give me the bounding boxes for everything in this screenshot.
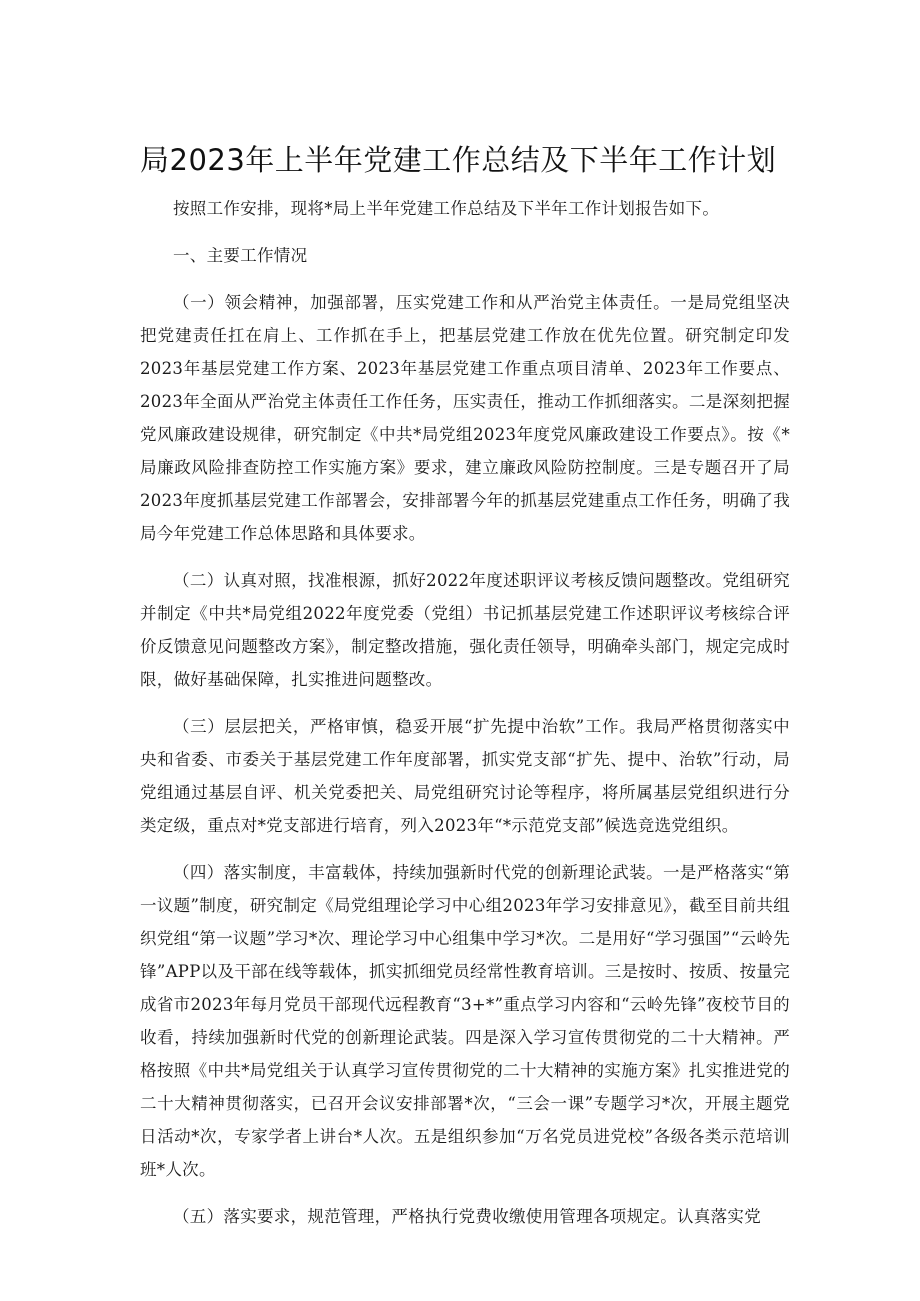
intro-paragraph: 按照工作安排，现将*局上半年党建工作总结及下半年工作计划报告如下。 <box>173 199 720 218</box>
paragraph-1: （一）领会精神，加强部署，压实党建工作和从严治党主体责任。一是局党组坚决把党建责任扛在肩上、工作抓在手上，把基层党建工作放在优先位置。研究制定印发2023年基层党建工作方案、2023年基层党建工作重点项目清单、2023年工作要点、2023年全面从严治党主体责任工作任务，压实责任，推动工作抓细落实。二是深刻把握党风廉政建设规律，研究制定《中共*局党组2023年度党风廉政建设工作要点》。按《*局廉政风险排查防控工作实施方案》要求，建立廉政风险防控制度。三是专题召开了局2023年度抓基层党建工作部署会，安排部署今年的抓基层党建重点工作任务，明确了我局今年党建工作总体思路和具体要求。 <box>140 293 790 543</box>
document-title: 局2023年上半年党建工作总结及下半年工作计划 <box>140 143 777 177</box>
document-body <box>140 192 790 1247</box>
paragraph-4: （四）落实制度，丰富载体，持续加强新时代党的创新理论武装。一是严格落实“第一议题”制度，研究制定《局党组理论学习中心组2023年学习安排意见》，截至目前共组织党组“第一议题”学习*次、理论学习中心组集中学习*次。二是用好“学习强国”“云岭先锋”APP以及干部在线等载体，抓实抓细党员经常性教育培训。三是按时、按质、按量完成省市2023年每月党员干部现代远程教育“3+*”重点学习内容和“云岭先锋”夜校节目的收看，持续加强新时代党的创新理论武装。四是深入学习宣传贯彻党的二十大精神。严格按照《中共*局党组关于认真学习宣传贯彻党的二十大精神的实施方案》扎实推进党的二十大精神贯彻落实，已召开会议安排部署*次，“三会一课”专题学习*次，开展主题党日活动*次，专家学者上讲台*人次。五是组织参加“万名党员进党校”各级各类示范培训班*人次。 <box>140 863 790 1179</box>
paragraph-2: （二）认真对照，找准根源，抓好2022年度述职评议考核反馈问题整改。党组研究并制定《中共*局党组2022年度党委（党组）书记抓基层党建工作述职评议考核综合评价反馈意见问题整改方案》，制定整改措施，强化责任领导，明确牵头部门，规定完成时限，做好基础保障，扎实推进问题整改。 <box>140 571 790 689</box>
paragraph-3: （三）层层把关，严格审慎，稳妥开展“扩先提中治软”工作。我局严格贯彻落实中央和省委、市委关于基层党建工作年度部署，抓实党支部“扩先、提中、治软”行动，局党组通过基层自评、机关党委把关、局党组研究讨论等程序，将所属基层党组织进行分类定级，重点对*党支部进行培育，列入2023年“*示范党支部”候选竞选党组织。 <box>140 717 790 835</box>
section-heading: 一、主要工作情况 <box>173 246 308 265</box>
paragraph-5: （五）落实要求，规范管理，严格执行党费收缴使用管理各项规定。认真落实党 <box>173 1207 761 1226</box>
